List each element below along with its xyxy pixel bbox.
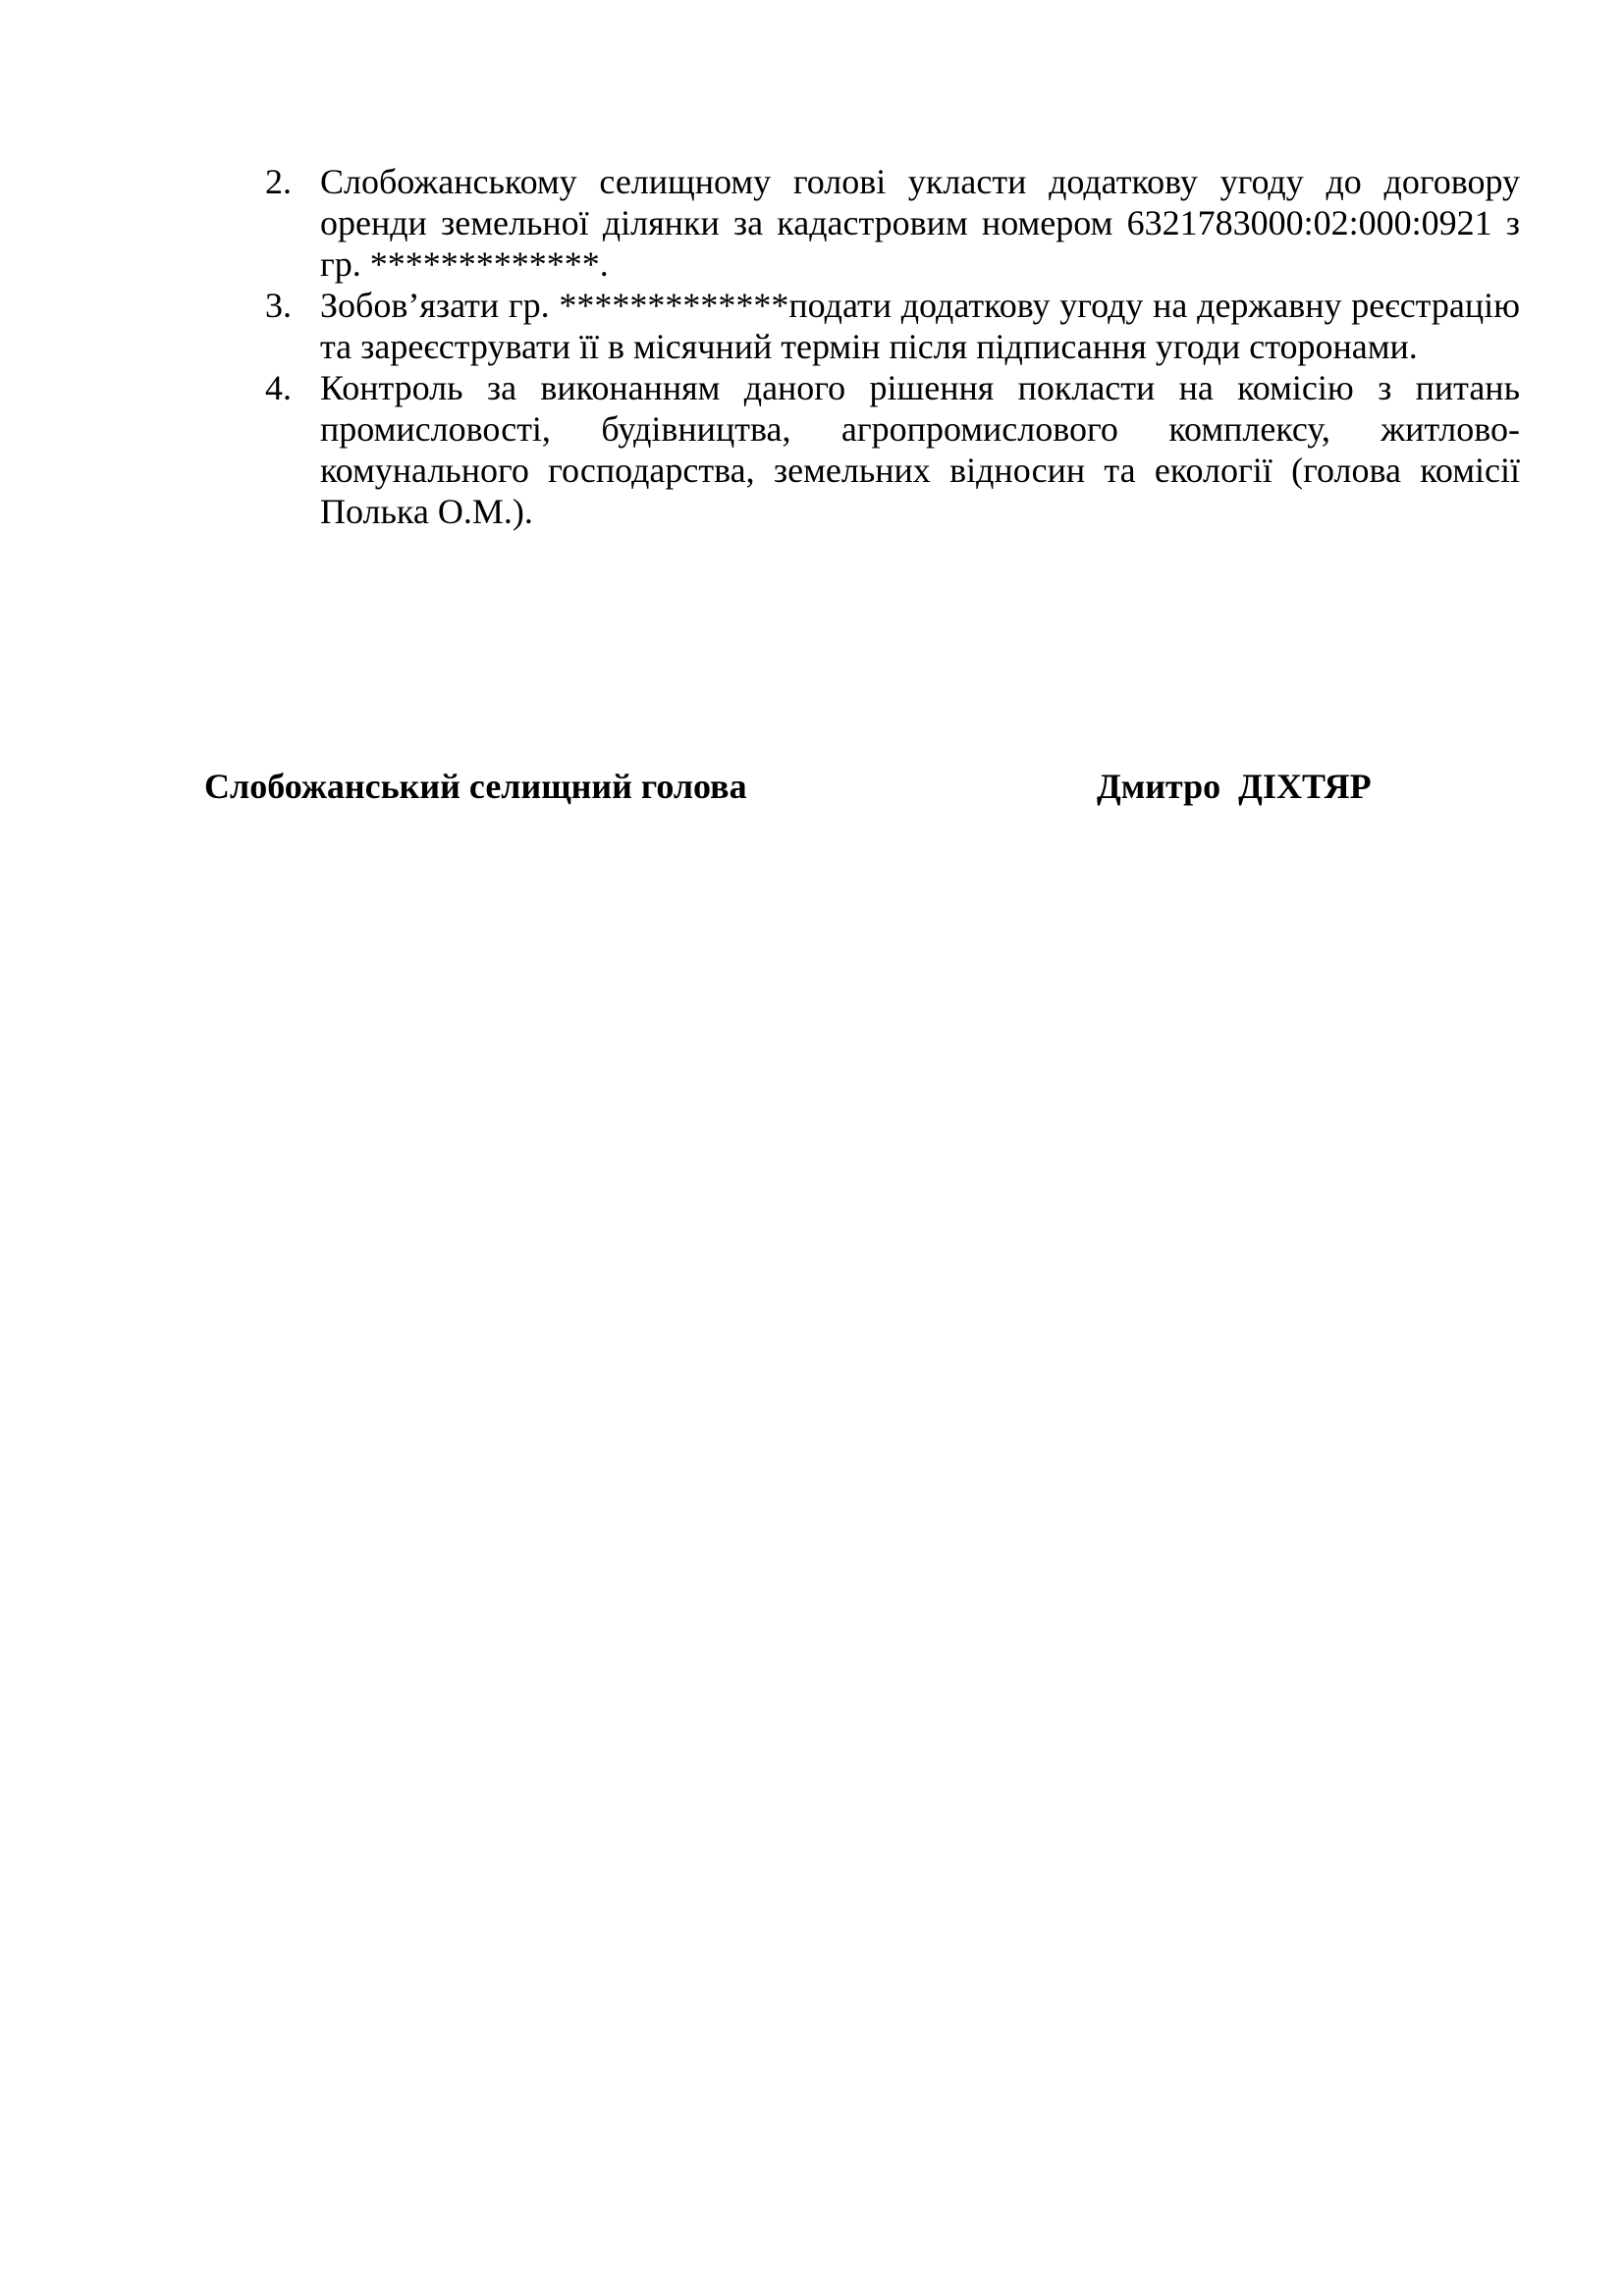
item-number: 4. (265, 368, 292, 407)
item-text: Контроль за виконанням даного рішення покласти на комісію з питань промисловості, будівництва, агропромислового комплексу, житлово-комунального господарства, земельних відносин та екології (голова комісії Полька О.М.). (320, 368, 1520, 531)
item-number: 2. (265, 162, 292, 201)
list-item-4 (265, 367, 1520, 532)
item-number: 3. (265, 286, 292, 325)
signatory-position: Слобожанський селищний голова (204, 767, 747, 806)
item-text: Зобов’язати гр. *************подати додаткову угоду на державну реєстрацію та зареєструвати її в місячний термін після підписання угоди сторонами. (320, 286, 1520, 366)
signatory-name: Дмитро ДІХТЯР (1097, 767, 1372, 806)
list-item-2 (265, 161, 1520, 285)
item-text: Слобожанському селищному голові укласти додаткову угоду до договору оренди земельної ділянки за кадастровим номером 6321783000:02:000:0921 з гр. *************. (320, 162, 1520, 284)
list-item-3 (265, 285, 1520, 367)
decision-list (265, 161, 1520, 532)
